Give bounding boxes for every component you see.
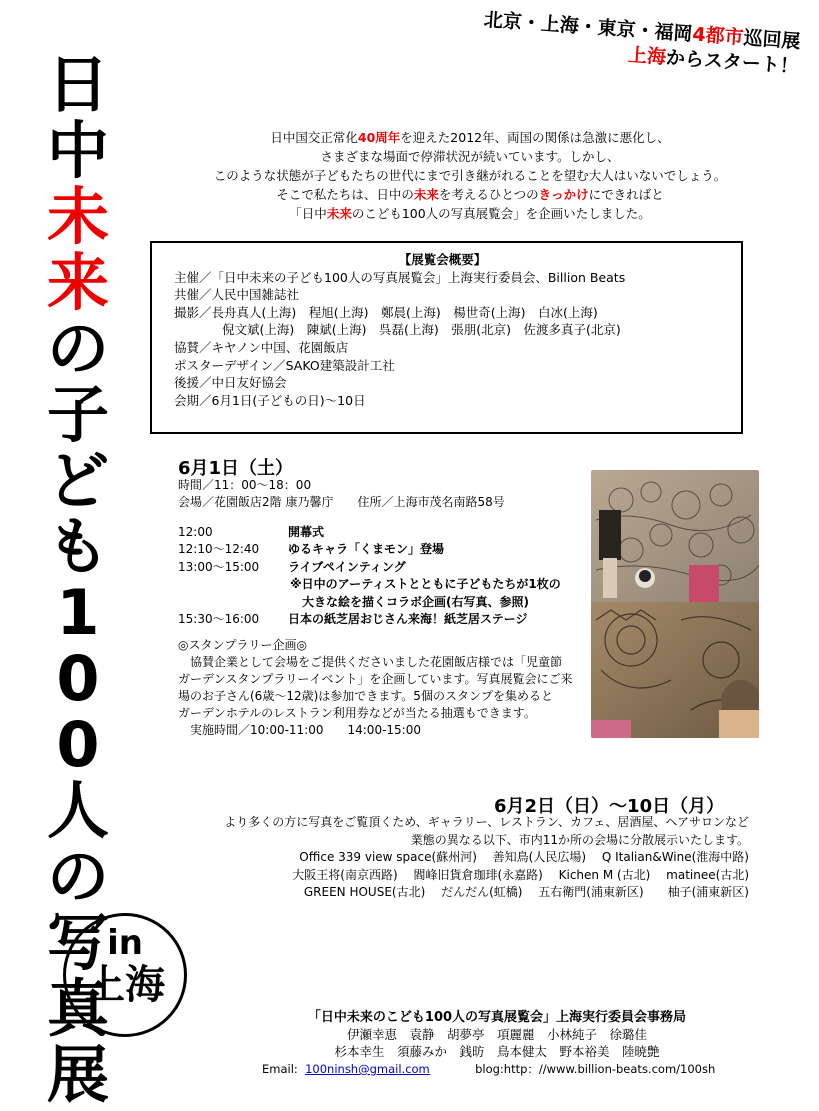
tour-label: 巡回展	[742, 27, 801, 53]
in-shanghai-badge	[63, 913, 187, 1037]
stamp-rally	[178, 637, 578, 739]
title-char: ど	[46, 444, 109, 517]
venue-line: GREEN HOUSE(古北) だんだん(虹橋) 五右衛門(浦東新区) 柚子(浦東新区)	[303, 885, 749, 899]
tour-count: 4都市	[691, 23, 745, 49]
intro-text: そこで私たちは、日中の	[276, 187, 414, 202]
overview-line: 会期／6月1日(子どもの日)～10日	[174, 392, 366, 408]
schedule-event: ライブペインティング	[288, 559, 406, 574]
title-char: 来	[46, 246, 109, 319]
tour-heading	[481, 8, 801, 80]
schedule-time: 12:00	[178, 525, 213, 539]
day1-venue: 会場／花園飯店2階 康乃馨庁 住所／上海市茂名南路58号	[178, 495, 505, 509]
intro-text: を考えるひとつの	[438, 187, 539, 202]
intro-line: このような状態が子どもたちの世代にまで引き継がれることを望む大人はいないでしょう。	[213, 168, 727, 183]
overview-line: 協賛／キヤノン中国、花園飯店	[174, 339, 349, 355]
schedule-event: 開幕式	[288, 525, 325, 539]
intro-text: のこども100人の写真展覧会」を企画いたしました。	[351, 206, 651, 221]
schedule-time: 15:30～16:00	[178, 612, 260, 627]
intro-highlight: 40周年	[357, 130, 401, 145]
overview-line: 共催／人民中国雑誌社	[174, 287, 300, 303]
title-char: 写	[46, 906, 109, 979]
day2-venues	[224, 814, 749, 902]
badge-in: in	[107, 923, 143, 963]
overview-line: 倪文斌(上海) 陳斌(上海) 呉磊(上海) 張朋(北京) 佐渡多真子(北京)	[222, 322, 621, 338]
day1-date: 6月1日（土）	[178, 458, 294, 479]
title-char: 人	[46, 774, 109, 847]
day1-schedule	[178, 524, 561, 628]
stamp-line: ガーデンホテルのレストラン利用券などが当たる抽選もできます。	[178, 706, 536, 720]
overview-box	[150, 241, 743, 434]
schedule-row	[178, 524, 561, 541]
email-link[interactable]: 100ninsh@gmail.com	[305, 1062, 430, 1076]
title-char: 未	[46, 180, 109, 253]
stamp-line: 実施時間／10:00-11:00 14:00-15:00	[178, 723, 421, 737]
title-char: 中	[46, 114, 109, 187]
intro-text: にできればと	[588, 187, 664, 202]
day1-info	[178, 477, 505, 511]
stamp-line: 協賛企業として会場をご提供くださいました花園飯店様では「児童節	[178, 655, 563, 669]
title-char: 真	[46, 972, 109, 1045]
office-members: 杉本幸生 須藤みか 銭昉 鳥本健太 野本裕美 陸暁艶	[334, 1044, 660, 1059]
stamp-line: ガーデンスタンプラリーイベント」を企画しています。写真展覧会にご来	[178, 672, 573, 686]
stamp-line: 場のお子さん(6歳～12歳)は参加できます。5個のスタンプを集めると	[178, 689, 553, 703]
intro-paragraph	[170, 128, 770, 223]
title-char: の	[46, 312, 109, 385]
schedule-event: ゆるキャラ「くまモン」登場	[288, 542, 445, 557]
venue-line: 大阪王将(南京西路) 閻峰旧貨倉珈琲(永嘉路) Kichen M (古北) matinee(古北)	[292, 867, 749, 882]
day2-line: より多くの方に写真をご覧頂くため、ギャラリー、レストラン、カフェ、居酒屋、ヘアサロンなど	[224, 815, 749, 829]
overview-line: 後援／中日友好協会	[174, 375, 287, 391]
day1-time: 時間／11：00～18：00	[178, 478, 312, 492]
overview-line: 主催／「日中未来の子ども100人の写真展覧会」上海実行委員会、Billion Beats	[174, 269, 626, 285]
intro-highlight: 未来	[326, 206, 352, 221]
email-label: Email:	[262, 1062, 298, 1076]
overview-title: 【展覧会概要】	[398, 252, 487, 267]
overview-line: ポスターデザイン／SAKO建築設計工社	[174, 357, 395, 373]
live-painting-photo	[591, 470, 759, 738]
schedule-row	[178, 541, 561, 558]
schedule-time: 12:10～12:40	[178, 542, 260, 557]
stamp-title: ◎スタンプラリー企画◎	[178, 638, 307, 652]
intro-highlight: 未来	[413, 187, 439, 202]
title-char: 1	[56, 576, 100, 649]
intro-highlight: きっかけ	[538, 187, 589, 202]
overview-line: 撮影／長舟真人(上海) 程旭(上海) 鄭晨(上海) 楊世奇(上海) 白冰(上海)	[174, 304, 598, 320]
tour-start-city: 上海	[627, 44, 667, 69]
tour-cities: 北京・上海・東京・福岡	[482, 8, 693, 46]
office-heading: 「日中未来のこども100人の写真展覧会」上海実行委員会事務局	[307, 1010, 687, 1025]
contact-line	[262, 1061, 715, 1077]
title-char: 日	[46, 48, 109, 121]
title-char: 子	[46, 378, 109, 451]
schedule-event: 日本の紙芝居おじさん来海！紙芝居ステージ	[288, 612, 528, 627]
title-char: も	[46, 510, 109, 583]
day2-line: 業態の異なる以下、市内11か所の会場に分散展示いたします。	[410, 832, 749, 847]
office-members: 伊瀬幸恵 袁静 胡夢亭 項麗麗 小林純子 徐璐佳	[346, 1027, 647, 1042]
intro-line: さまざまな場面で停滞状況が続いています。しかし、	[320, 149, 620, 164]
badge-city: 上海	[85, 962, 165, 1008]
intro-text: 「日中	[289, 206, 327, 221]
title-char: 展	[46, 1038, 109, 1111]
schedule-note: 大きな絵を描くコラボ企画(右写真、参照)	[302, 594, 529, 609]
tour-start-text: からスタート！	[664, 46, 800, 78]
venue-line: Office 339 view space(蘇州河) 善知鳥(人民広場) Q Italian&Wine(淮海中路)	[299, 850, 749, 864]
office-block	[262, 1009, 732, 1060]
day2-date: 6月2日（日）～10日（月）	[494, 796, 725, 817]
schedule-time: 13:00～15:00	[178, 559, 260, 574]
schedule-row	[178, 559, 561, 576]
title-char: 0	[56, 642, 100, 715]
title-char: の	[46, 840, 109, 913]
blog-link[interactable]: blog:http：//www.billion-beats.com/100sh	[475, 1062, 716, 1076]
intro-text: を迎えた2012年、両国の関係は急激に悪化し、	[400, 130, 670, 145]
schedule-row	[178, 611, 561, 628]
schedule-note: ※日中のアーティストとともに子どもたちが1枚の	[290, 577, 561, 592]
title-char: 0	[56, 708, 100, 781]
intro-text: 日中国交正常化	[270, 130, 358, 145]
